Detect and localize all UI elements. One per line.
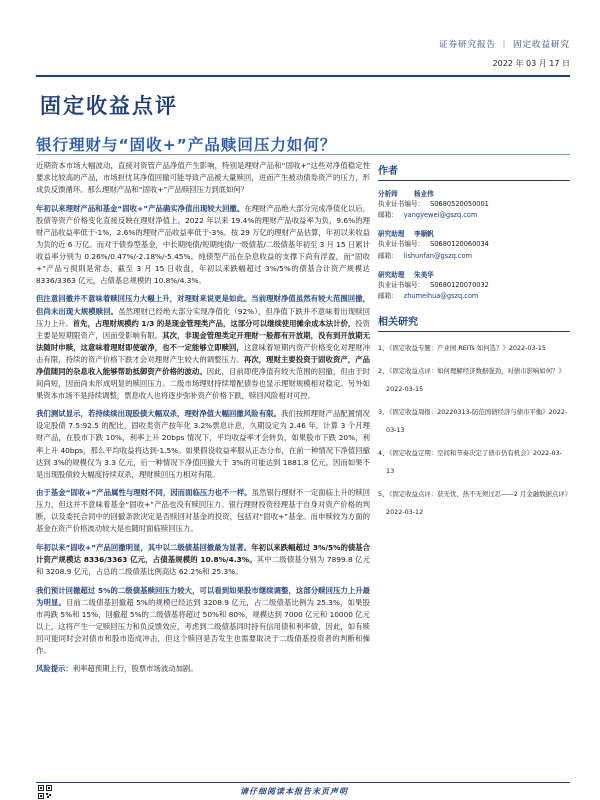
subtitle-divider bbox=[36, 154, 570, 155]
qr-code-icon bbox=[38, 785, 52, 799]
authors-heading: 作者 bbox=[378, 162, 570, 181]
paragraph-1-lead: 年初以来理财产品和基金“固收+”产品确实净值出现较大回撤。 bbox=[36, 203, 245, 213]
intro-text: 近期资本市场大幅波动，直接对资管产品净值产生影响，特别是理财产品和“固收+”这些对净值稳定性要求比较高的产品，市场担忧其净值回撤可能导致产品被大量赎回，进而产生被动债券资产的压力，形成负反馈循环。那么理财产品和“固收+”产品赎回压力到底如何？ bbox=[36, 161, 370, 195]
analyst-card bbox=[378, 187, 570, 222]
report-title: 《固定收益点评：如何理解经济数据强劲，对债市影响如何？》 bbox=[386, 367, 565, 375]
main-body bbox=[36, 160, 370, 780]
paragraph-6 bbox=[36, 585, 370, 657]
email-link[interactable]: lishunfan@gszq.com bbox=[403, 251, 472, 260]
email-label: 邮箱： bbox=[378, 251, 398, 260]
analyst-name: 杨业伟 bbox=[414, 189, 434, 198]
analyst-name: 朱美华 bbox=[414, 270, 434, 279]
paragraph-5 bbox=[36, 542, 370, 578]
report-date: 2022-03-15 bbox=[386, 384, 424, 393]
email-label: 邮箱： bbox=[378, 292, 398, 300]
related-research-heading: 相关研究 bbox=[378, 313, 570, 332]
report-number: 4、 bbox=[378, 449, 389, 457]
cert-label: 执业证书编号： bbox=[378, 199, 425, 208]
page-title: 固定收益点评 bbox=[40, 94, 178, 118]
report-date: 2022-03-15 bbox=[508, 343, 546, 352]
paragraph-2-body-1: 虽然理财已经绝大部分实现净值化（92%），但净值下跌并不意味着出现赎回压力上升。 bbox=[36, 306, 370, 328]
paragraph-1 bbox=[36, 203, 370, 287]
risk-label: 风险提示： bbox=[36, 664, 73, 674]
paragraph-4-body: 虽然银行理财不一定面临上升的赎回压力，但这并不意味着基金“固收+”产品也没有赎回压力。银行理财投资经理基于自身对资产价格的判断，以及委托合同中的回撤条款决定是否赎回对基金的投资，包括对“固收+”基金。而申赎较为方面的基金在资产价格波动较大是也随时面临赎回压力。 bbox=[36, 488, 370, 534]
cert-number: S0680120070032 bbox=[430, 280, 489, 289]
analyst-cert bbox=[378, 280, 570, 292]
report-date: 2022-03-13 bbox=[386, 408, 568, 434]
paragraph-5-lead: 年初以来“固收+”产品回撤明显，其中以二级债基回撤最为显著。 bbox=[36, 542, 252, 552]
related-report-item[interactable] bbox=[378, 404, 570, 439]
risk-text: 利率超预期上行，股票市场波动加剧。 bbox=[72, 664, 198, 674]
report-title: 《固定收益专题：产业园 REITs 如何选？》 bbox=[386, 343, 509, 352]
paragraph-5-bold: 年初以来跌幅超过 3%/5%的债基合计资产规模达 8336/3363 亿元，占债基规模的 10.8%/4.3%。 bbox=[36, 542, 370, 564]
report-number: 5、 bbox=[378, 490, 389, 498]
analyst-email bbox=[378, 291, 570, 303]
paragraph-2-body-2: 投资主要是短期限资产，因而受影响有限。 bbox=[36, 318, 370, 340]
cert-number: S0680520050001 bbox=[430, 199, 489, 208]
paragraph-3 bbox=[36, 408, 370, 480]
email-label: 邮箱： bbox=[378, 211, 398, 219]
report-text bbox=[386, 445, 570, 480]
footer-disclaimer: 请仔细阅读本报告末页声明 bbox=[240, 787, 348, 796]
report-number: 3、 bbox=[378, 408, 389, 416]
cert-number: S0680120060034 bbox=[430, 240, 489, 248]
analyst-card bbox=[378, 268, 570, 303]
report-title: 《固定收益点评：获无忧，热不无须过忍——2 月金融数据点评》 bbox=[386, 490, 572, 498]
analyst-email bbox=[378, 251, 570, 263]
report-number: 2、 bbox=[378, 367, 389, 375]
email-link[interactable]: zhumeihua@gszq.com bbox=[403, 292, 479, 300]
report-text bbox=[386, 404, 570, 439]
analyst-header bbox=[378, 228, 570, 240]
paragraph-2 bbox=[36, 293, 370, 401]
paragraph-5-body: 其中二级债基分别为 7899.8 亿元和 3208.9 亿元，占总的二级债基比例高达 62.2%和 25.3%。 bbox=[36, 554, 370, 576]
report-type-header: 证券研究报告 ｜ 固定收益研究 bbox=[439, 40, 570, 50]
analyst-cert bbox=[378, 199, 570, 211]
report-date: 2022-03-13 bbox=[386, 449, 562, 475]
paragraph-2-bold-3: 再次，理财主要投资于固收资产，产品净值随同的杂息收入能够帮助抵御资产价格的波动。 bbox=[36, 354, 370, 376]
risk-paragraph bbox=[36, 663, 370, 675]
analyst-cert bbox=[378, 239, 570, 251]
related-report-item[interactable] bbox=[378, 445, 570, 480]
paragraph-6-lead: 我们预计回撤超过 5%的二级债基赎回压力较大，可以看到如果股市继续调整，这部分赎回压力上升最为明显。 bbox=[36, 585, 370, 607]
related-reports-list bbox=[378, 340, 570, 522]
footer-divider bbox=[36, 782, 570, 783]
paragraph-2-body-3: 这意味着短期内资产价格变化对理财冲击有限，持续的资产价格下跌才会对理财产生较大的调整压力。 bbox=[36, 342, 370, 364]
paragraph-4-lead: 由于基金“固收+”产品属性与理财不同，因而面临压力也不一样。 bbox=[36, 488, 252, 498]
report-title: 《固定收益定期：空间和节奏决定了债市仍有机会》 bbox=[386, 449, 533, 457]
paragraph-6-body: 目前二级债基回撤超 5%的规模已经达到 3208.9 亿元，占二级债基比例为 25.3%，如果股市再跌 5%和 15%，回撤超 5%的二级债基将超过 50%和 80%，规模达到 7000 亿元和 10000 亿元以上，这将产生一定赎回压力和负反馈效应，考虑到二级债基同时持有信用债和利率债，因此，如有赎回可能同时会对债市和股市造成冲击，但这个赎回是否发生也需要取决于二级债基投资者的判断和操作。 bbox=[36, 597, 370, 655]
paragraph-4 bbox=[36, 487, 370, 535]
report-text bbox=[386, 340, 570, 358]
sidebar bbox=[378, 160, 570, 527]
analyst-name: 李顺帆 bbox=[414, 230, 434, 239]
report-text bbox=[386, 363, 570, 398]
related-report-item[interactable] bbox=[378, 363, 570, 398]
related-report-item[interactable] bbox=[378, 340, 570, 358]
cert-label: 执业证书编号： bbox=[378, 280, 425, 289]
paragraph-2-body-4: 因此，目前即使净值有较大范围的回撤，但由于时间尚短，因而尚未形成明显的赎回压力。二级市场理财持续增配债券也显示理财规模相对稳定。另外如果资本市场不是持续调整，票息收入也将逐步弥补资产价格下跌，赎回风险相对可控。 bbox=[36, 366, 370, 400]
report-number: 1、 bbox=[378, 343, 389, 352]
header-divider bbox=[36, 75, 570, 77]
related-report-item[interactable] bbox=[378, 486, 570, 521]
report-title: 《固定收益周报：20220313-防范国债经济与债市平衡》 bbox=[386, 408, 549, 416]
paragraph-3-body: 我们按照理财产品配置情况设定股债 7.5:92.5 的配比，固收类资产按年化 3.2%票息计息，久期设定为 2.46 年，计算 3 个月理财产品，在股市下跌 10%，利率上升 20bps 情况下，平均收益率才会转负，如果股市下跌 20%，利率上升 40bps，那么平均收益将达到-1.5%。如果假设收益率服从正态分布，在前一种情况下净值回撤达到 3%的规模仅为 3.3 亿元，后一种情况下净值回撤大于 3%的可能达到 1881.8 亿元。因而如果不是出现股债较大幅度持续双杀，理财赎回压力相对有限。 bbox=[36, 409, 370, 479]
paragraph-3-lead: 我们测试显示，若持续续出现股债大幅双杀，理财净值大幅回撤风险有限。 bbox=[36, 409, 281, 419]
analyst-card bbox=[378, 228, 570, 263]
analyst-role: 研究助理 bbox=[378, 230, 405, 239]
analyst-email bbox=[378, 210, 570, 222]
report-text bbox=[386, 486, 570, 521]
cert-label: 执业证书编号： bbox=[378, 240, 425, 248]
report-date: 2022 年 03 月 17 日 bbox=[492, 59, 570, 68]
analyst-header bbox=[378, 268, 570, 280]
analyst-role: 研究助理 bbox=[378, 270, 405, 279]
intro-paragraph bbox=[36, 160, 370, 196]
paragraph-2-lead: 但注意回撤并不意味着赎回压力大幅上升，对理财来说更是如此。当前理财净值虽然有较大范围回撤，但尚未出现大规模赎回。 bbox=[36, 294, 370, 316]
report-subtitle: 银行理财与“固收+”产品赎回压力如何？ bbox=[36, 136, 337, 154]
paragraph-2-bold-2: 其次，非现金管理类定开理财一般都有开放期，没有到开放期无法随时申赎，这意味着理财即使破净，也不一定能够立即赎回， bbox=[36, 330, 370, 352]
analyst-role: 分析师 bbox=[378, 189, 398, 198]
report-date: 2022-03-12 bbox=[386, 507, 424, 516]
paragraph-2-bold-1: 首先，占理财规模约 1/3 的是现金管理类产品，这部分可以继续使用摊余成本法计价， bbox=[72, 318, 356, 328]
email-link[interactable]: yangyewei@gszq.com bbox=[403, 211, 478, 219]
analyst-header bbox=[378, 187, 570, 199]
paragraph-1-body: 在理财产品绝大部分完成净值化以后，股债等资产价格变化直接反映在理财净值上，2022 年以来 19.4%的理财产品收益率为负，9.6%的理财产品收益率低于-1%，2.6%的理财产品收益率低于-3%。按 29 万亿的理财产品估算，年初以来收益为负的近 6 万亿。而对于债券型基金，中长期纯债/短期纯债/一级债基/二级债基年初至 3 月 15 日累计收益率分别为 0.26%/0.47%/-2.18%/-5.45%。纯债型产品在杂息收益的支撑下尚有浮盈，而“固收+”产品亏损則是常态，截至 3 月 15 日收盘，年初以来跌幅超过 3%/5%的债基合计资产规模达 8336/3363 亿元，占债基总规模的 10.8%/4.3%。 bbox=[36, 203, 370, 285]
